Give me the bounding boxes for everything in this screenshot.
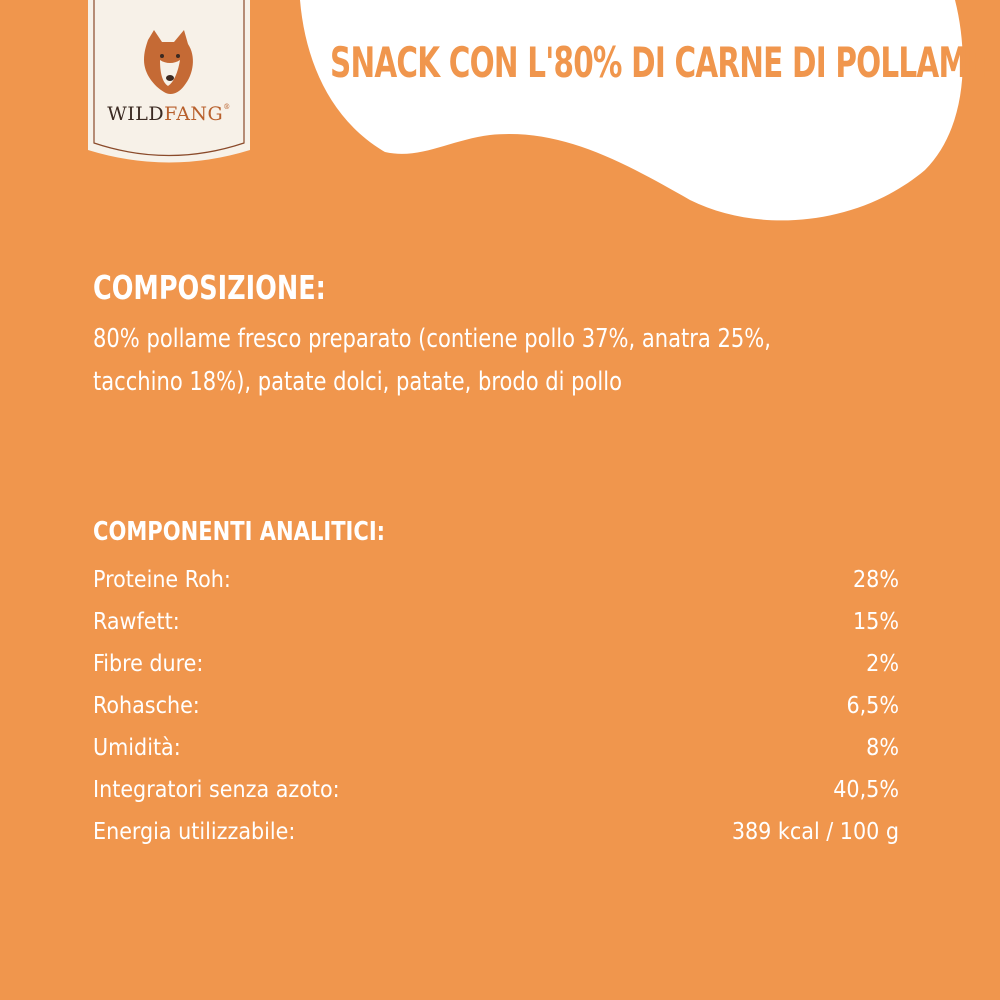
row-value: 6,5% (846, 693, 899, 719)
analytics-row (93, 727, 899, 769)
analytics-table (93, 559, 899, 853)
row-label: Rohasche: (93, 693, 200, 719)
row-value: 8% (866, 735, 899, 761)
composition-text: 80% pollame fresco preparato (contiene pollo 37%, anatra 25%, tacchino 18%), patate dolci, patate, brodo di pollo (93, 324, 771, 397)
logo-banner (88, 0, 250, 168)
row-label: Fibre dure: (93, 651, 204, 677)
row-label: Integratori senza azoto: (93, 777, 340, 803)
row-label: Proteine Roh: (93, 567, 231, 593)
analytics-row (93, 811, 899, 853)
analytics-row (93, 601, 899, 643)
brand-wordmark (88, 103, 250, 125)
row-label: Umidità: (93, 735, 181, 761)
row-value: 40,5% (833, 777, 899, 803)
composition-title: COMPOSIZIONE: (93, 268, 326, 307)
brand-name-part1: WILD (107, 103, 165, 125)
row-value: 28% (853, 567, 899, 593)
row-label: Rawfett: (93, 609, 180, 635)
analytics-row (93, 685, 899, 727)
analytics-row (93, 559, 899, 601)
row-label: Energia utilizzabile: (93, 819, 296, 845)
analytics-row (93, 643, 899, 685)
row-value: 389 kcal / 100 g (731, 819, 899, 845)
registered-mark: ® (223, 103, 231, 111)
analytics-row (93, 769, 899, 811)
headline: SNACK CON L'80% DI CARNE DI POLLAME (330, 38, 987, 87)
row-value: 2% (866, 651, 899, 677)
analytics-title: COMPONENTI ANALITICI: (93, 517, 386, 547)
brand-name-part2: FANG (164, 103, 224, 125)
row-value: 15% (853, 609, 899, 635)
